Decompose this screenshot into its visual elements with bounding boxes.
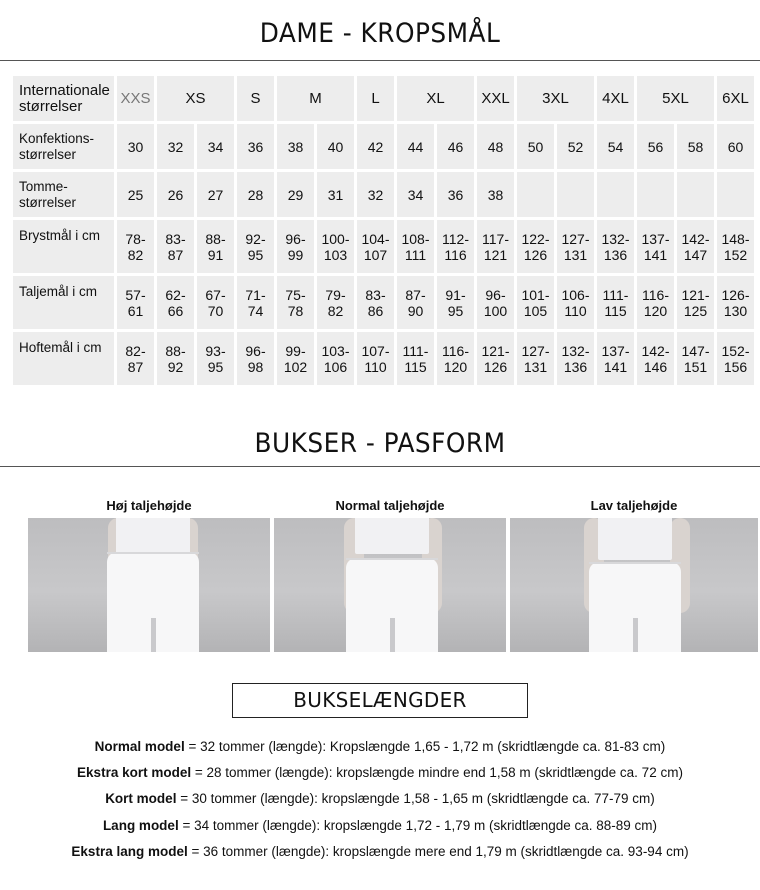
table-cell: 87- 90 (397, 276, 434, 329)
table-cell: 116- 120 (637, 276, 674, 329)
list-item (0, 790, 760, 816)
table-cell: 106- 110 (557, 276, 594, 329)
table-cell: 92- 95 (237, 220, 274, 273)
title-divider (0, 60, 760, 61)
model-description: = 34 tommer (længde): kropslængde 1,72 - 1,79 m (skridtlængde ca. 88-89 cm) (178, 817, 658, 833)
photo-normal-waist (274, 518, 506, 652)
table-cell: 31 (317, 172, 354, 217)
table-cell: 82- 87 (117, 332, 154, 385)
row-label: Hoftemål i cm (13, 332, 114, 385)
table-row (13, 76, 754, 121)
model-name: Lang model (102, 817, 179, 833)
table-cell: 112- 116 (437, 220, 474, 273)
row-label: Konfektions- størrelser (13, 124, 114, 169)
model-description: = 28 tommer (længde): kropslængde mindre end 1,58 m (skridtlængde ca. 72 cm) (191, 765, 683, 781)
model-name: Kort model (105, 791, 177, 807)
table-cell (677, 172, 714, 217)
table-row (13, 220, 754, 273)
model-name: Normal model (94, 739, 185, 754)
size-header: S (237, 76, 274, 121)
model-description: = 32 tommer (længde): Kropslængde 1,65 - 1,72 m (skridtlængde ca. 81-83 cm) (184, 739, 666, 754)
table-cell: 96- 100 (477, 276, 514, 329)
table-cell: 57- 61 (117, 276, 154, 329)
table-row (13, 276, 754, 329)
size-header: 5XL (637, 76, 714, 121)
table-cell: 121- 126 (477, 332, 514, 385)
table-cell: 40 (317, 124, 354, 169)
table-cell: 127- 131 (517, 332, 554, 385)
table-cell: 142- 147 (677, 220, 714, 273)
table-cell: 103- 106 (317, 332, 354, 385)
table-row (13, 124, 754, 169)
table-cell: 32 (157, 124, 194, 169)
table-cell: 60 (717, 124, 754, 169)
model-description: = 36 tommer (længde): kropslængde mere end 1,79 m (skridtlængde ca. 93-94 cm) (187, 843, 689, 859)
size-header: XXL (477, 76, 514, 121)
table-cell (717, 172, 754, 217)
table-cell: 148- 152 (717, 220, 754, 273)
table-cell: 52 (557, 124, 594, 169)
table-cell: 93- 95 (197, 332, 234, 385)
trouser-lengths-heading: BUKSELÆNGDER (232, 683, 528, 718)
table-cell: 58 (677, 124, 714, 169)
size-header: XL (397, 76, 474, 121)
table-cell: 79- 82 (317, 276, 354, 329)
model-name: Ekstra lang model (71, 843, 188, 859)
size-header: XS (157, 76, 234, 121)
table-cell: 62- 66 (157, 276, 194, 329)
table-cell: 26 (157, 172, 194, 217)
table-cell: 83- 86 (357, 276, 394, 329)
table-cell: 111- 115 (597, 276, 634, 329)
table-cell: 44 (397, 124, 434, 169)
size-header: 3XL (517, 76, 594, 121)
size-chart-title: DAME - KROPSMÅL (259, 18, 501, 49)
table-cell (557, 172, 594, 217)
photo-caption-low: Lav taljehøjde (590, 498, 678, 513)
trouser-lengths-list (0, 738, 760, 869)
table-cell: 101- 105 (517, 276, 554, 329)
photo-caption-high: Høj taljehøjde (106, 498, 192, 513)
table-cell (637, 172, 674, 217)
table-cell: 88- 92 (157, 332, 194, 385)
table-cell: 67- 70 (197, 276, 234, 329)
fit-divider (0, 466, 760, 467)
table-cell: 137- 141 (597, 332, 634, 385)
table-row (13, 172, 754, 217)
row-label: Tomme- størrelser (13, 172, 114, 217)
table-cell: 111- 115 (397, 332, 434, 385)
row-label: Internationale størrelser (13, 76, 114, 121)
row-label: Brystmål i cm (13, 220, 114, 273)
table-cell: 34 (197, 124, 234, 169)
size-header: 4XL (597, 76, 634, 121)
table-cell: 75- 78 (277, 276, 314, 329)
table-cell: 50 (517, 124, 554, 169)
table-cell: 142- 146 (637, 332, 674, 385)
table-cell: 78- 82 (117, 220, 154, 273)
table-cell: 48 (477, 124, 514, 169)
table-cell: 56 (637, 124, 674, 169)
list-item (0, 843, 760, 869)
table-cell: 83- 87 (157, 220, 194, 273)
size-header: M (277, 76, 354, 121)
table-cell: 46 (437, 124, 474, 169)
table-cell: 99- 102 (277, 332, 314, 385)
table-cell: 126- 130 (717, 276, 754, 329)
table-cell: 38 (277, 124, 314, 169)
table-cell: 96- 99 (277, 220, 314, 273)
table-cell (597, 172, 634, 217)
table-cell: 27 (197, 172, 234, 217)
size-header: L (357, 76, 394, 121)
table-cell: 116- 120 (437, 332, 474, 385)
table-cell: 132- 136 (557, 332, 594, 385)
photo-low-waist (510, 518, 758, 652)
table-cell: 32 (357, 172, 394, 217)
table-cell: 137- 141 (637, 220, 674, 273)
table-row (13, 332, 754, 385)
table-cell: 152- 156 (717, 332, 754, 385)
table-cell: 42 (357, 124, 394, 169)
table-cell (517, 172, 554, 217)
list-item (0, 817, 760, 843)
table-cell: 28 (237, 172, 274, 217)
photo-caption-normal: Normal taljehøjde (335, 498, 445, 513)
table-cell: 108- 111 (397, 220, 434, 273)
model-description: = 30 tommer (længde): kropslængde 1,58 - 1,65 m (skridtlængde ca. 77-79 cm) (176, 791, 655, 807)
table-cell: 107- 110 (357, 332, 394, 385)
photo-high-waist (28, 518, 270, 652)
table-cell: 104- 107 (357, 220, 394, 273)
table-cell: 121- 125 (677, 276, 714, 329)
table-cell: 29 (277, 172, 314, 217)
table-cell: 100- 103 (317, 220, 354, 273)
size-header: 6XL (717, 76, 754, 121)
table-cell: 54 (597, 124, 634, 169)
table-cell: 34 (397, 172, 434, 217)
table-cell: 127- 131 (557, 220, 594, 273)
table-cell: 96- 98 (237, 332, 274, 385)
table-cell: 38 (477, 172, 514, 217)
list-item (0, 764, 760, 790)
fit-section-title: BUKSER - PASFORM (254, 428, 506, 459)
table-cell: 147- 151 (677, 332, 714, 385)
table-cell: 25 (117, 172, 154, 217)
table-cell: 36 (237, 124, 274, 169)
model-name: Ekstra kort model (77, 765, 192, 781)
row-label: Taljemål i cm (13, 276, 114, 329)
table-cell: 122- 126 (517, 220, 554, 273)
table-cell: 117- 121 (477, 220, 514, 273)
table-cell: 36 (437, 172, 474, 217)
table-cell: 132- 136 (597, 220, 634, 273)
table-cell: 30 (117, 124, 154, 169)
size-header: XXS (117, 76, 154, 121)
table-cell: 91- 95 (437, 276, 474, 329)
size-table (10, 73, 757, 388)
list-item (0, 738, 760, 764)
table-cell: 71- 74 (237, 276, 274, 329)
table-cell: 88- 91 (197, 220, 234, 273)
